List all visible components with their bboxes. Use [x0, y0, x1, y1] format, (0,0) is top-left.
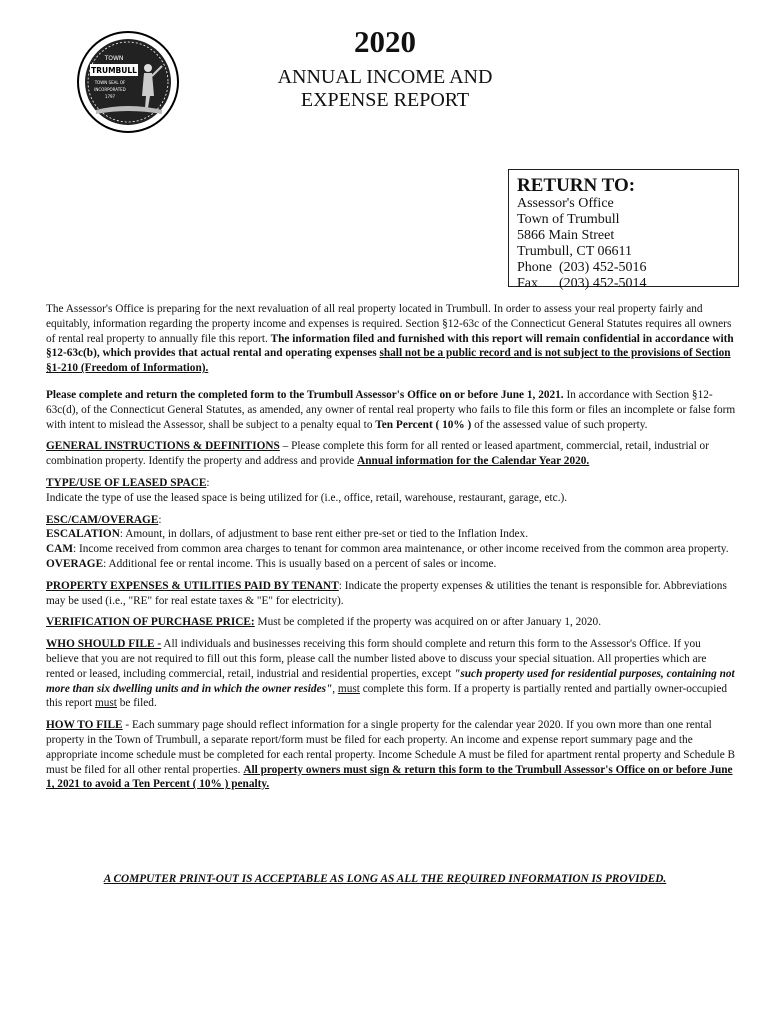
verification-heading: VERIFICATION OF PURCHASE PRICE:	[46, 616, 255, 629]
cam-text: : Income received from common area charges to tenant for common area maintenance, or other income received from the common area property.	[72, 543, 729, 556]
deadline-text: In accordance with Section §12-63c(d), of the Connecticut General Statutes, as amended, any owner of rental real property who fails to file this form or files an incomplete or false form with intent to mislead the Assessor, shall be subject to a penalty equal to	[46, 388, 736, 431]
return-line-town: Town of Trumbull	[517, 212, 620, 227]
return-line-office: Assessor's Office	[517, 196, 614, 211]
must-1: must	[337, 682, 360, 695]
overage-text: : Additional fee or rental income. This is usually based on a percent of sales or income.	[103, 557, 497, 570]
how-text: - Each summary page should reflect information for a single property for the calendar year 2020. If you own more than one rental property in the Town of Trumbull, a separate report/form must be filed for each property. An income and expense report summary page and the appropriate income schedule must be completed for each rental property. Income Schedule A must be filed for apartment rental property and Schedule B must be filed for all other rental properties.	[46, 719, 736, 776]
who-heading: WHO SHOULD FILE -	[46, 638, 162, 651]
svg-text:TOWN: TOWN	[104, 55, 124, 62]
return-to-heading: RETURN TO:	[517, 175, 636, 196]
deadline-note: Please complete and return the completed form to the Trumbull Assessor's Office on or before June 1, 2021.	[46, 388, 564, 401]
calendar-year-note: Annual information for the Calendar Year 2020.	[357, 455, 590, 468]
return-address-box	[508, 169, 739, 291]
cam-label: CAM	[46, 543, 73, 556]
penalty-amount: Ten Percent ( 10% )	[375, 418, 472, 431]
title-line-2: EXPENSE REPORT	[300, 89, 470, 111]
who-text: All individuals and businesses receiving this form should complete and return this form to the Assessor's Office. If you believe that you are not required to fill out this form, please call the number listed above to discuss your special situation. All properties which are rented or leased, including commercial, retail, industrial and residential properties, except	[46, 638, 707, 680]
return-line-city: Trumbull, CT 06611	[517, 244, 633, 259]
deadline-paragraph	[46, 388, 736, 432]
intro-paragraph	[46, 302, 736, 376]
who-text-2: ,	[332, 682, 338, 695]
svg-text:TOWN SEAL OF: TOWN SEAL OF	[94, 80, 126, 85]
esc-paragraph	[46, 513, 736, 572]
type-use-heading: TYPE/USE OF LEASED SPACE	[46, 476, 207, 489]
must-2: must	[94, 697, 117, 710]
type-use-colon: :	[206, 476, 210, 489]
verification-paragraph	[46, 615, 736, 630]
expenses-text: : Indicate the property expenses & utilities the tenant is responsible for. Abbreviations may be used (i.e., "RE" for real estate taxes & "E" for electricity).	[46, 579, 727, 607]
expenses-paragraph	[46, 579, 736, 609]
deadline-text-end: of the assessed value of such property.	[471, 418, 648, 431]
who-text-3: complete this form. If a property is partially rented and partially owner-occupied this report	[46, 682, 728, 710]
intro-text: The Assessor's Office is preparing for the next revaluation of all real property located in Trumbull. In order to assess your real property fairly and equitably, information regarding the property income and expenses is required. Section §12-63c of the Connecticut General Statutes requires all owners of rental real property to annually file this report.	[46, 303, 732, 345]
esc-heading: ESC/CAM/OVERAGE	[46, 513, 159, 526]
exception-note: "such property used for residential purposes, containing not more than six dwelling units and in which the owner resides"	[46, 667, 735, 695]
escalation-label: ESCALATION	[46, 528, 120, 541]
expenses-heading: PROPERTY EXPENSES & UTILITIES PAID BY TENANT	[46, 579, 339, 592]
svg-text:TRUMBULL: TRUMBULL	[91, 66, 137, 75]
report-year: 2020	[354, 24, 416, 59]
return-line-fax: Fax (203) 452-5014	[517, 276, 647, 291]
who-paragraph	[46, 637, 736, 711]
sign-return-note: All property owners must sign & return this form to the Trumbull Assessor's Office on or before June 1, 2021 to avoid a Ten Percent ( 10% ) penalty.	[46, 763, 733, 791]
report-title	[0, 66, 770, 112]
verification-text: Must be completed if the property was acquired on or after January 1, 2020.	[254, 616, 602, 629]
return-line-phone: Phone (203) 452-5016	[517, 260, 647, 275]
type-use-paragraph	[46, 476, 736, 506]
confidential-note: The information filed and furnished with this report will remain confidential in accordance with §12-63c(b), which provides that actual rental and operating expenses	[46, 332, 734, 360]
printout-note: A COMPUTER PRINT-OUT IS ACCEPTABLE AS LONG AS ALL THE REQUIRED INFORMATION IS PROVIDED.	[103, 873, 667, 885]
who-text-4: be filed.	[116, 697, 157, 710]
esc-colon: :	[158, 513, 162, 526]
type-use-text: Indicate the type of use the leased space is being utilized for (i.e., office, retail, warehouse, restaurant, garage, etc.).	[46, 491, 568, 504]
general-text: – Please complete this form for all rented or leased apartment, commercial, retail, industrial or combination property. Identify the property and address and provide	[46, 440, 709, 468]
how-paragraph	[46, 718, 736, 792]
public-record-note: shall not be a public record and is not subject to the provisions of Section §1-210 (Freedom of Information).	[46, 347, 731, 375]
general-paragraph	[46, 439, 736, 469]
overage-label: OVERAGE	[46, 557, 104, 570]
return-line-street: 5866 Main Street	[517, 228, 615, 243]
title-line-1: ANNUAL INCOME AND	[277, 66, 493, 88]
svg-text:INCORPORATED: INCORPORATED	[94, 87, 126, 92]
svg-text:1797: 1797	[104, 94, 116, 99]
instructions-body	[46, 302, 736, 799]
general-heading: GENERAL INSTRUCTIONS & DEFINITIONS	[46, 440, 280, 453]
escalation-text: : Amount, in dollars, of adjustment to base rent either pre-set or tied to the Inflation Index.	[119, 528, 529, 541]
how-heading: HOW TO FILE	[46, 719, 123, 732]
